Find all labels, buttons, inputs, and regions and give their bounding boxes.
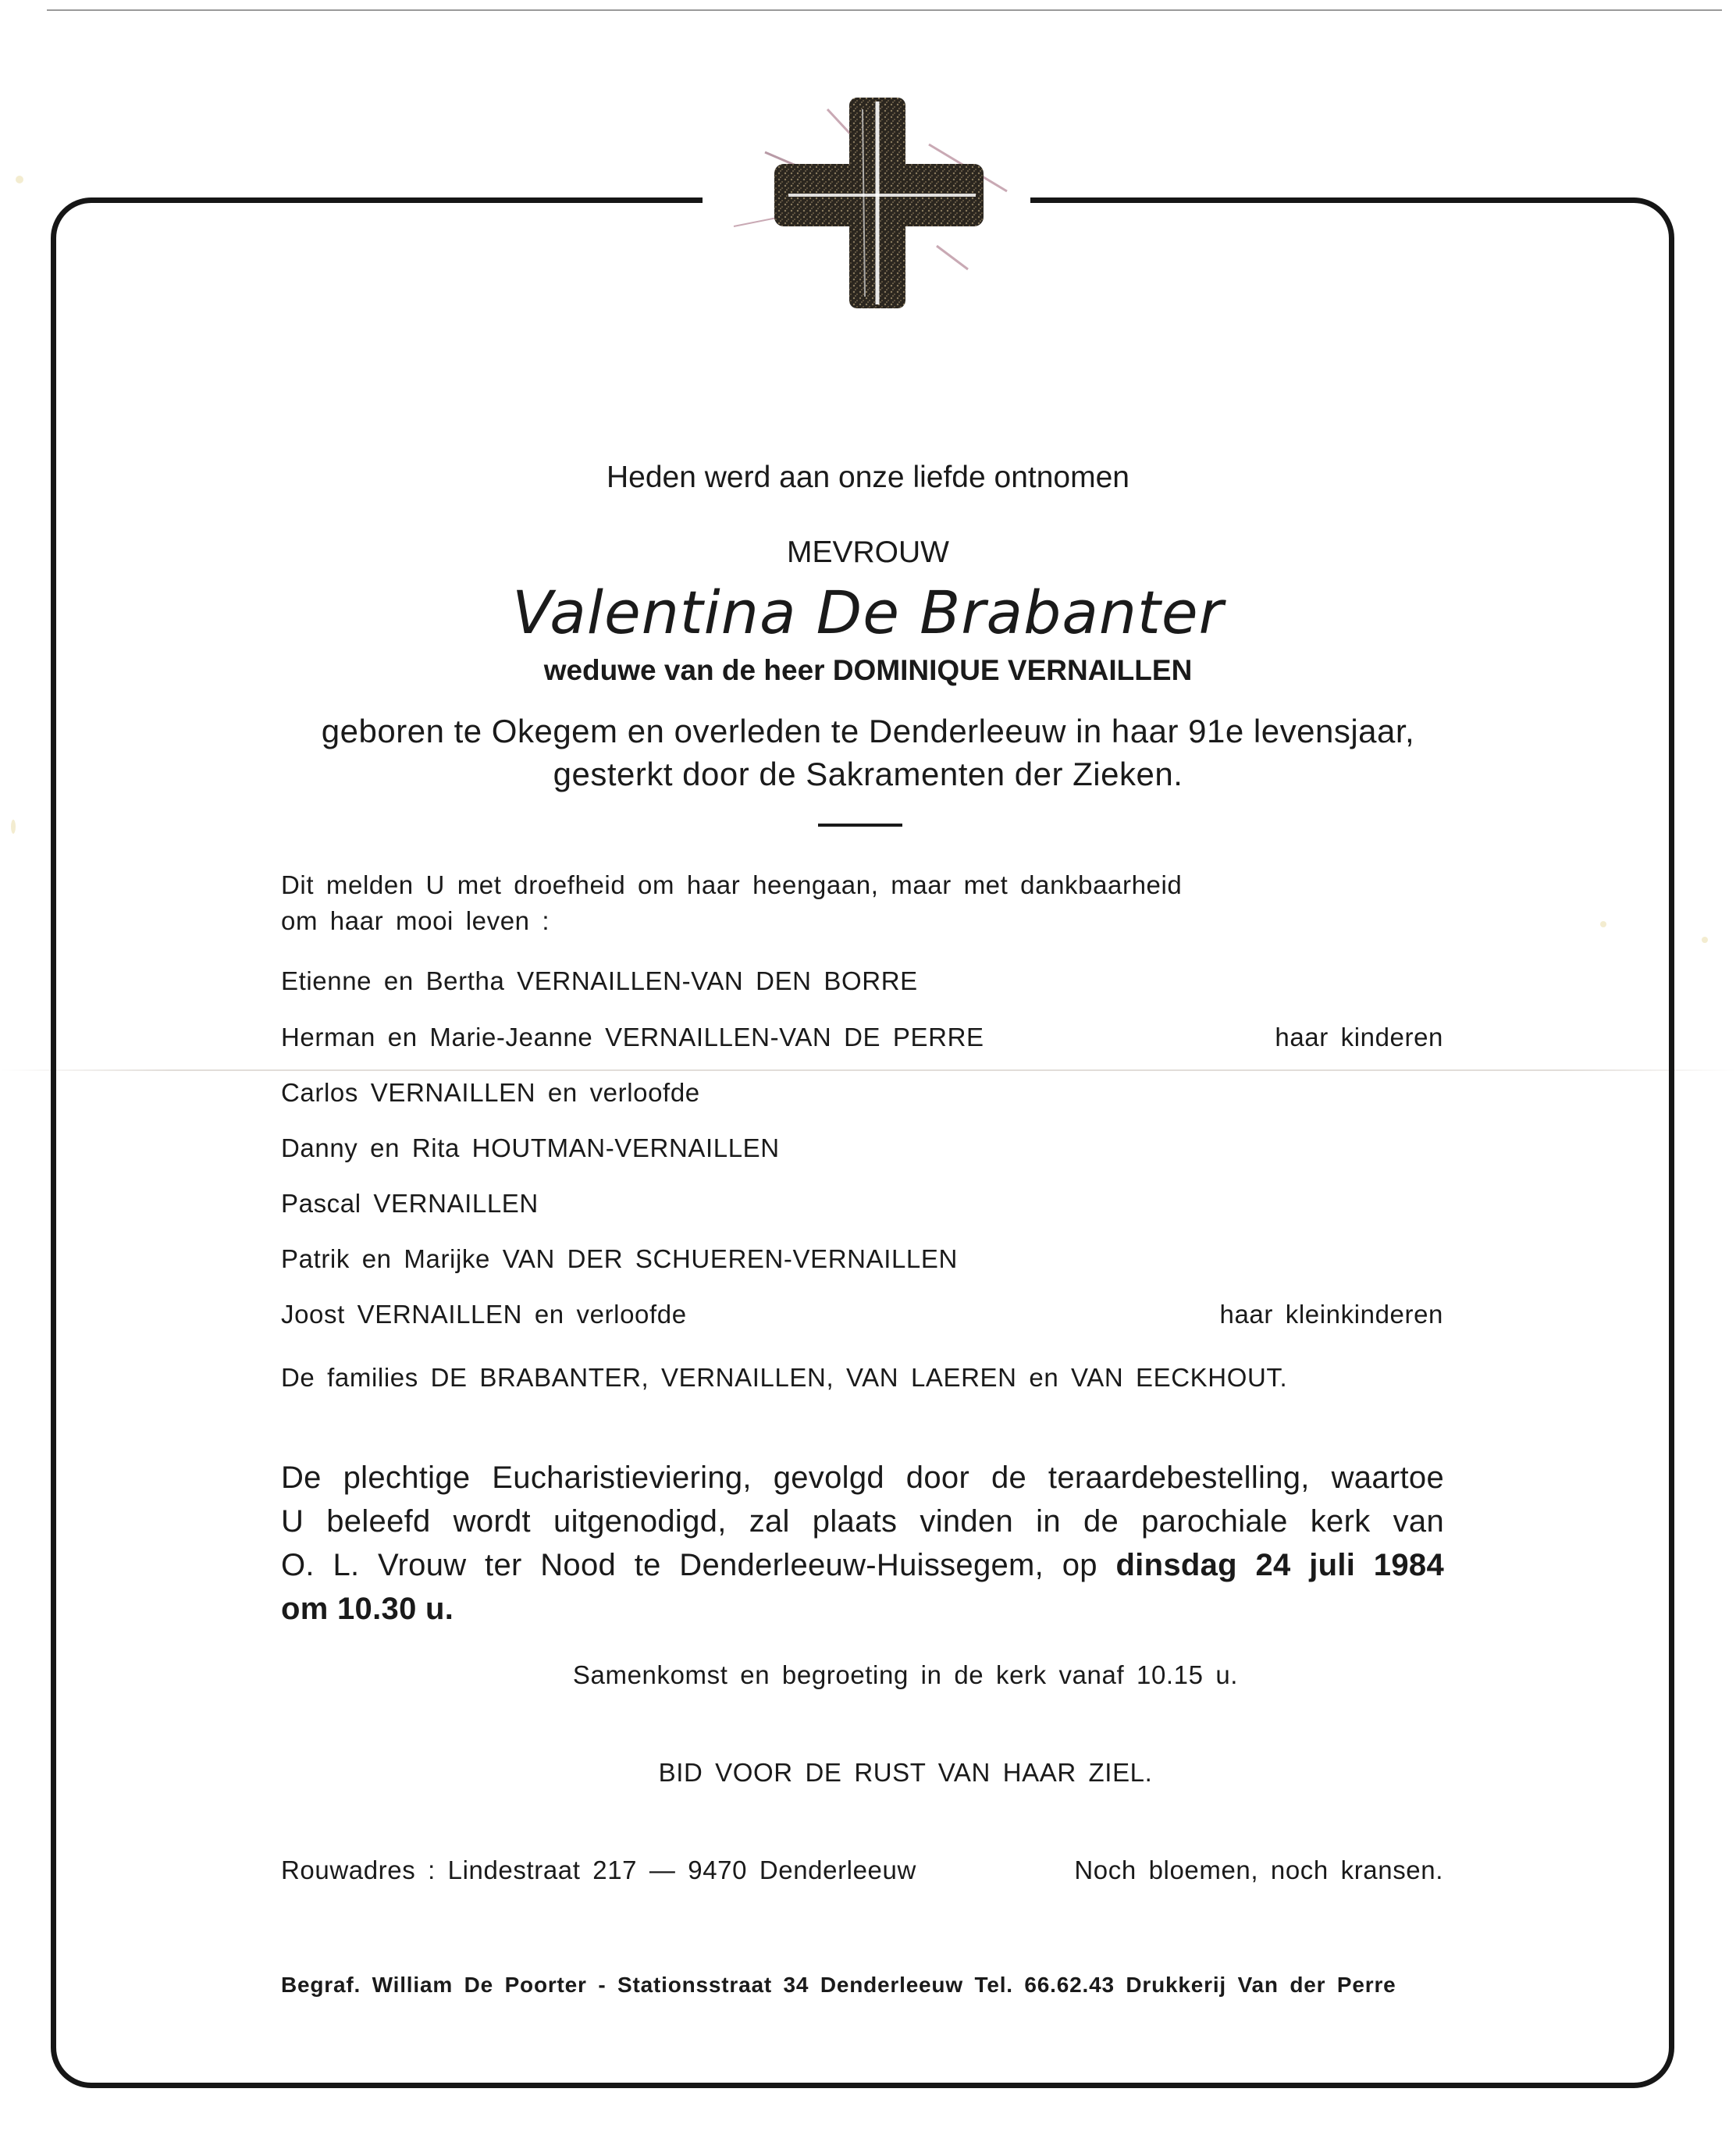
birth-death-line: geboren te Okegem en overleden te Denderleeuw in haar 91e levensjaar, <box>321 713 1415 749</box>
section-divider <box>818 824 902 827</box>
grandchild-entry: Pascal VERNAILLEN <box>281 1189 539 1218</box>
service-time: om 10.30 u. <box>281 1592 454 1626</box>
grandchild-entry: Joost VERNAILLEN en verloofde <box>281 1300 687 1329</box>
grandchild-entry: Carlos VERNAILLEN en verloofde <box>281 1078 700 1107</box>
service-line-1: De plechtige Eucharistieviering, gevolgd door de teraardebestelling, waartoe <box>281 1461 1444 1495</box>
intro-line: Heden werd aan onze liefde ontnomen <box>607 461 1129 494</box>
child-entry: Etienne en Bertha VERNAILLEN-VAN DEN BORRE <box>281 966 918 995</box>
printer-credit: Begraf. William De Poorter - Stationsstraat 34 Denderleeuw Tel. 66.62.43 Drukkerij Van der Perre <box>281 1973 1396 1997</box>
service-line-2: U beleefd wordt uitgenodigd, zal plaats vinden in de parochiale kerk van <box>281 1504 1444 1539</box>
paper-speck <box>1702 937 1708 943</box>
children-label: haar kinderen <box>1275 1023 1443 1051</box>
child-entry: Herman en Marie-Jeanne VERNAILLEN-VAN DE PERRE <box>281 1023 984 1051</box>
announcement-line-1: Dit melden U met droefheid om haar heengaan, maar met dankbaarheid <box>281 870 1183 899</box>
mourning-address: Rouwadres : Lindestraat 217 — 9470 Denderleeuw <box>281 1856 916 1884</box>
no-flowers-note: Noch bloemen, noch kransen. <box>1074 1856 1443 1884</box>
grandchild-entry: Patrik en Marijke VAN DER SCHUEREN-VERNAILLEN <box>281 1244 958 1273</box>
service-line-3 <box>281 1543 1444 1587</box>
service-paragraph <box>281 1456 1444 1631</box>
families-line: De families DE BRABANTER, VERNAILLEN, VAN LAEREN en VAN EECKHOUT. <box>281 1363 1288 1392</box>
spouse-line: weduwe van de heer DOMINIQUE VERNAILLEN <box>543 654 1193 686</box>
deceased-name: Valentina De Brabanter <box>512 578 1224 647</box>
honorific: MEVROUW <box>787 536 949 569</box>
grandchild-entry: Danny en Rita HOUTMAN-VERNAILLEN <box>281 1133 780 1162</box>
paper-speck <box>11 820 16 834</box>
paper-speck <box>16 176 23 183</box>
top-edge-rule <box>47 9 1722 11</box>
cross-icon <box>703 78 1030 328</box>
cross-emblem <box>703 78 1030 328</box>
service-date: dinsdag 24 juli 1984 <box>1115 1548 1444 1582</box>
sacraments-line: gesterkt door de Sakramenten der Zieken. <box>553 756 1183 792</box>
gathering-line: Samenkomst en begroeting in de kerk vanaf 10.15 u. <box>572 1660 1239 1689</box>
service-location: O. L. Vrouw ter Nood te Denderleeuw-Huissegem, op <box>281 1548 1116 1582</box>
prayer-line: BID VOOR DE RUST VAN HAAR ZIEL. <box>658 1758 1153 1787</box>
announcement-line-2: om haar mooi leven : <box>281 906 550 935</box>
grandchildren-label: haar kleinkinderen <box>1219 1300 1443 1329</box>
